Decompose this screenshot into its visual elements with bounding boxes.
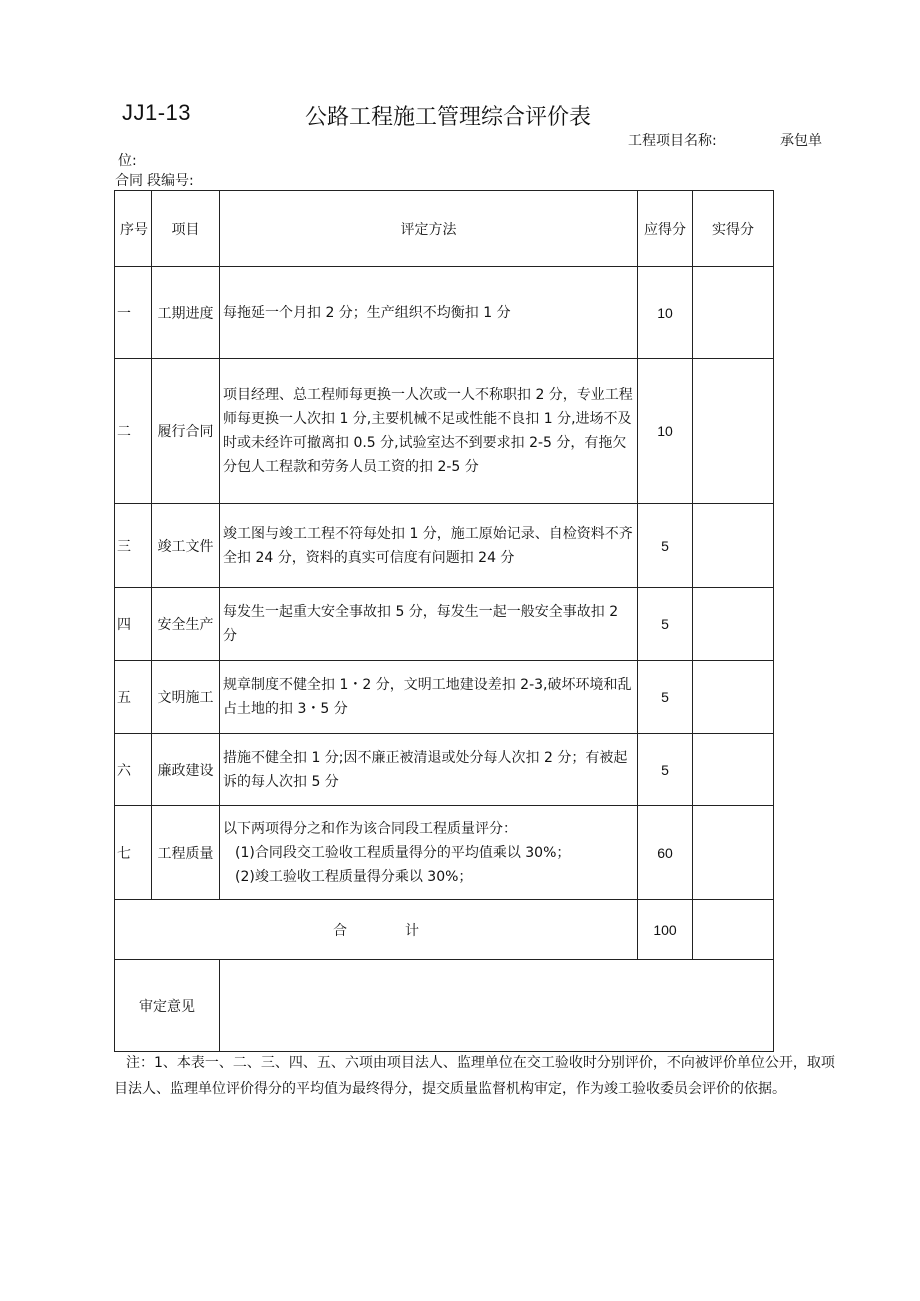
review-label: 审定意见 [115, 960, 220, 1052]
table-row [115, 588, 774, 661]
table-row [115, 661, 774, 734]
total-row [115, 900, 774, 960]
row-method: 措施不健全扣 1 分;因不廉正被清退或处分每人次扣 2 分；有被起诉的每人次扣 5 分 [220, 734, 638, 806]
row-no: 五 [115, 661, 152, 734]
form-code: JJ1-13 [122, 100, 192, 125]
row-full-score: 5 [638, 734, 693, 806]
footnote-text: 注：1、本表一、二、三、四、五、六项由项目法人、监理单位在交工验收时分别评价，不向被评价单位公开，取项目法人、监理单位评价得分的平均值为最终得分，提交质量监督机构审定，作为竣工验收委员会评价的依据。 [114, 1055, 835, 1097]
contractor-label: 承包单 [780, 133, 822, 149]
row-actual-score[interactable] [693, 359, 774, 504]
method-line: (2)竣工验收工程质量得分乘以 30%； [235, 868, 473, 885]
row-full-score: 5 [638, 588, 693, 661]
table-row [115, 504, 774, 588]
row-no: 一 [115, 267, 152, 359]
row-item: 文明施工 [152, 661, 220, 734]
total-label [115, 900, 638, 960]
row-actual-score[interactable] [693, 504, 774, 588]
row-item: 履行合同 [152, 359, 220, 504]
total-label-part2: 计 [405, 922, 419, 939]
method-line: (1)合同段交工验收工程质量得分的平均值乘以 30%； [235, 844, 571, 861]
table-row [115, 734, 774, 806]
review-row [115, 960, 774, 1052]
footnote [114, 1050, 836, 1102]
row-method: 竣工图与竣工工程不符每处扣 1 分，施工原始记录、自检资料不齐全扣 24 分，资料的真实可信度有问题扣 24 分 [220, 504, 638, 588]
total-full-score: 100 [638, 900, 693, 960]
row-item: 廉政建设 [152, 734, 220, 806]
header-actual-score: 实得分 [693, 191, 774, 267]
evaluation-table [114, 190, 774, 1052]
table-row [115, 267, 774, 359]
header-no: 序号 [115, 191, 152, 267]
header-method: 评定方法 [220, 191, 638, 267]
table-header-row [115, 191, 774, 267]
row-method: 每拖延一个月扣 2 分；生产组织不均衡扣 1 分 [220, 267, 638, 359]
row-item: 安全生产 [152, 588, 220, 661]
row-method [220, 806, 638, 900]
row-item: 竣工文件 [152, 504, 220, 588]
row-full-score: 10 [638, 359, 693, 504]
contractor-label-continued: 位: [118, 153, 137, 169]
row-actual-score[interactable] [693, 267, 774, 359]
row-no: 四 [115, 588, 152, 661]
row-full-score: 60 [638, 806, 693, 900]
row-method: 项目经理、总工程师每更换一人次或一人不称职扣 2 分，专业工程师每更换一人次扣 1 分,主要机械不足或性能不良扣 1 分,进场不及时或未经许可撤离扣 0.5 分,试验室达不到要求扣 2-5 分，有拖欠分包人工程款和劳务人员工资的扣 2-5 分 [220, 359, 638, 504]
page-title: 公路工程施工管理综合评价表 [305, 105, 592, 130]
row-actual-score[interactable] [693, 806, 774, 900]
row-no: 三 [115, 504, 152, 588]
table-row [115, 359, 774, 504]
contract-section-label-part1: 合同 [115, 173, 143, 189]
row-actual-score[interactable] [693, 588, 774, 661]
row-full-score: 5 [638, 661, 693, 734]
header-item: 项目 [152, 191, 220, 267]
row-method: 规章制度不健全扣 1・2 分，文明工地建设差扣 2-3,破坏环境和乱占土地的扣 3・5 分 [220, 661, 638, 734]
row-actual-score[interactable] [693, 661, 774, 734]
total-actual-score[interactable] [693, 900, 774, 960]
row-no: 七 [115, 806, 152, 900]
row-actual-score[interactable] [693, 734, 774, 806]
table-row [115, 806, 774, 900]
row-no: 二 [115, 359, 152, 504]
row-method: 每发生一起重大安全事故扣 5 分，每发生一起一般安全事故扣 2 分 [220, 588, 638, 661]
total-label-part1: 合 [333, 922, 347, 939]
row-no: 六 [115, 734, 152, 806]
method-line: 以下两项得分之和作为该合同段工程质量评分： [223, 820, 517, 837]
row-full-score: 5 [638, 504, 693, 588]
contract-section-label [115, 170, 194, 190]
header-full-score: 应得分 [638, 191, 693, 267]
row-full-score: 10 [638, 267, 693, 359]
project-name-label: 工程项目名称: [628, 133, 717, 149]
row-item: 工期进度 [152, 267, 220, 359]
review-content[interactable] [220, 960, 774, 1052]
row-item: 工程质量 [152, 806, 220, 900]
contract-section-label-part2: 段编号: [147, 173, 194, 189]
